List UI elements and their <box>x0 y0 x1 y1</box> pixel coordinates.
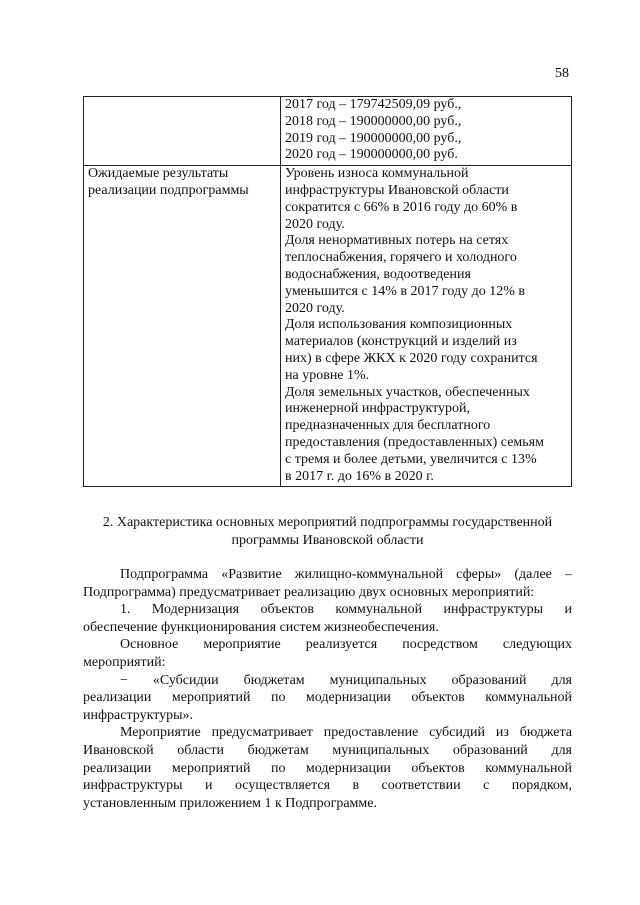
paragraph-line: инфраструктуры и осуществляется в соответствии с порядком, <box>83 778 572 794</box>
value-line: уменьшится с 14% в 2017 году до 12% в <box>285 283 525 299</box>
paragraph <box>83 601 572 636</box>
value-line: Доля использования композиционных <box>285 317 513 333</box>
paragraph-line: Основное мероприятие реализуется посредством следующих <box>120 637 572 653</box>
value-line: Доля земельных участков, обеспеченных <box>285 384 530 400</box>
section-title-line: 2. Характеристика основных мероприятий подпрограммы государственной <box>102 515 553 530</box>
label-line: Ожидаемые результаты <box>88 166 229 182</box>
value-line: на уровне 1%. <box>285 367 370 383</box>
value-line: 2017 год – 179742509,09 руб., <box>285 97 462 112</box>
section-title-line: программы Ивановской области <box>231 533 424 548</box>
value-line: с тремя и более детьми, увеличится с 13% <box>285 451 537 467</box>
value-line: 2020 год – 190000000,00 руб. <box>285 147 458 163</box>
value-line: 2018 год – 190000000,00 руб., <box>285 113 462 129</box>
paragraph-line: реализации мероприятий по модернизации объектов коммунальной <box>83 690 572 706</box>
paragraph-line: инфраструктуры». <box>83 707 194 723</box>
paragraph <box>83 672 572 725</box>
value-line: теплоснабжения, горячего и холодного <box>285 250 517 266</box>
value-line: сократится с 66% в 2016 году до 60% в <box>285 199 518 215</box>
value-line: них) в сфере ЖКХ к 2020 году сохранится <box>285 350 538 366</box>
subprogram-passport-table <box>83 96 572 487</box>
paragraph-line: Подпрограмма «Развитие жилищно-коммунальной сферы» (далее – <box>120 567 572 582</box>
section-title <box>83 514 572 550</box>
value-line: в 2017 г. до 16% в 2020 г. <box>285 468 434 484</box>
body-text <box>83 566 572 812</box>
value-line: 2020 году. <box>285 300 345 316</box>
value-line: предоставления (предоставленных) семьям <box>285 434 544 450</box>
value-line: водоснабжения, водоотведения <box>285 266 471 282</box>
value-line: предназначенных для бесплатного <box>285 418 491 434</box>
paragraph <box>83 724 572 812</box>
paragraph-line: − «Субсидии бюджетам муниципальных образований для <box>120 672 572 688</box>
paragraph <box>83 636 572 671</box>
value-line: инженерной инфраструктурой, <box>285 401 471 417</box>
table-row <box>84 166 572 487</box>
value-line: 2019 год – 190000000,00 руб., <box>285 130 462 146</box>
paragraph <box>83 566 572 601</box>
paragraph-line: мероприятий: <box>83 654 166 670</box>
paragraph-line: Мероприятие предусматривает предоставление субсидий из бюджета <box>120 725 572 741</box>
value-line: Уровень износа коммунальной <box>285 166 469 182</box>
paragraph-line: 1. Модернизация объектов коммунальной инфраструктуры и <box>120 602 572 618</box>
table-row <box>84 97 572 166</box>
table-cell-value <box>281 97 572 166</box>
table-cell-label <box>84 97 281 166</box>
label-line: реализации подпрограммы <box>88 182 249 198</box>
value-line: инфраструктуры Ивановской области <box>285 182 509 198</box>
paragraph-line: установленным приложением 1 к Подпрограмме. <box>83 795 377 811</box>
table-cell-value <box>281 166 572 487</box>
paragraph-line: Подпрограмма) предусматривает реализацию двух основных мероприятий: <box>83 584 535 600</box>
paragraph-line: обеспечение функционирования систем жизнеобеспечения. <box>83 619 439 635</box>
value-line: материалов (конструкций и изделий из <box>285 334 517 350</box>
table-cell-label <box>84 166 281 487</box>
paragraph-line: Ивановской области бюджетам муниципальных образований для <box>83 742 572 758</box>
value-line: Доля ненормативных потерь на сетях <box>285 233 509 249</box>
value-line: 2020 году. <box>285 216 345 232</box>
page-number: 58 <box>555 66 569 81</box>
paragraph-line: реализации мероприятий по модернизации объектов коммунальной <box>83 760 572 776</box>
